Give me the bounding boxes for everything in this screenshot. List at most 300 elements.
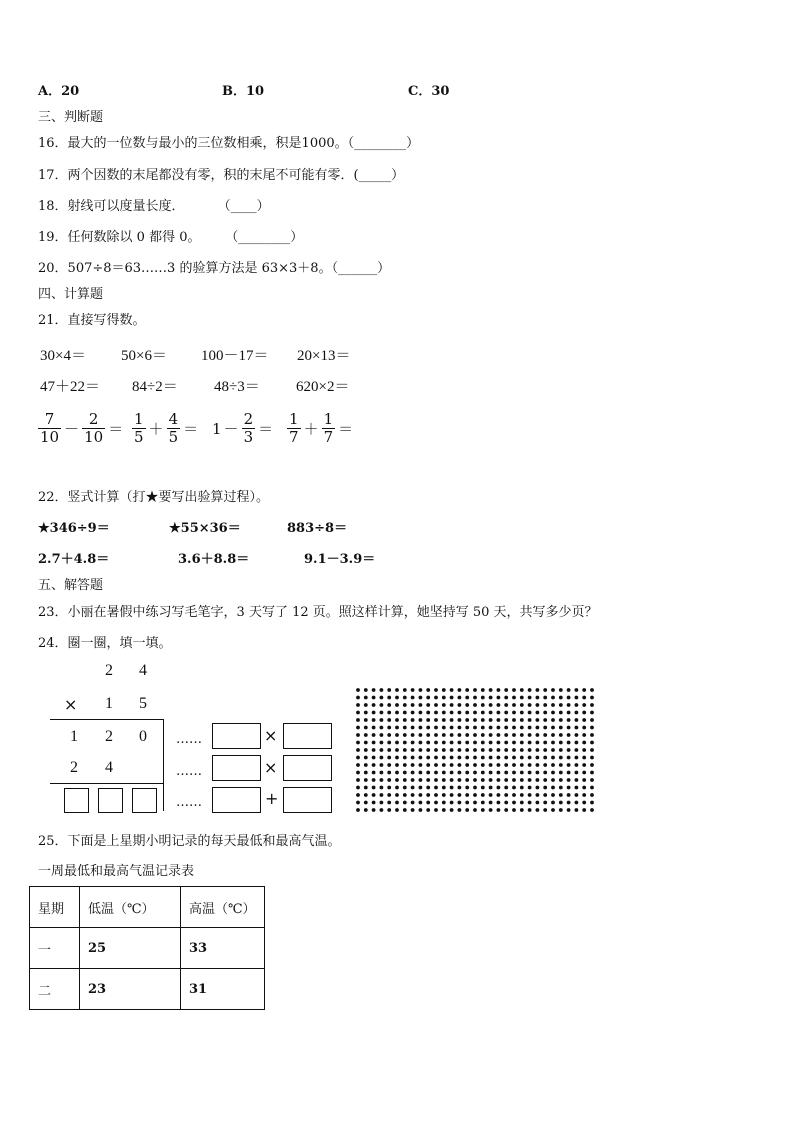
grid-dot bbox=[489, 808, 493, 812]
grid-dot bbox=[364, 696, 368, 700]
grid-dot bbox=[473, 688, 477, 692]
grid-dot bbox=[489, 756, 493, 760]
grid-dot bbox=[559, 771, 563, 775]
grid-dot bbox=[512, 748, 516, 752]
grid-dot bbox=[426, 726, 430, 730]
grid-dot bbox=[590, 808, 594, 812]
grid-dot bbox=[372, 786, 376, 790]
grid-dot bbox=[590, 756, 594, 760]
grid-dot bbox=[512, 763, 516, 767]
grid-dot bbox=[442, 763, 446, 767]
grid-dot bbox=[575, 808, 579, 812]
answer-box[interactable] bbox=[64, 788, 89, 813]
grid-dot bbox=[590, 801, 594, 805]
grid-dot bbox=[458, 688, 462, 692]
grid-dot bbox=[465, 748, 469, 752]
grid-dot bbox=[520, 786, 524, 790]
grid-dot bbox=[567, 808, 571, 812]
grid-dot bbox=[419, 718, 423, 722]
grid-dot bbox=[465, 771, 469, 775]
grid-dot bbox=[504, 756, 508, 760]
grid-dot bbox=[481, 756, 485, 760]
grid-dot bbox=[434, 711, 438, 715]
section-3-title: 三、判断题 bbox=[38, 110, 104, 125]
grid-dot bbox=[567, 748, 571, 752]
grid-dot bbox=[387, 808, 391, 812]
grid-dot bbox=[567, 778, 571, 782]
grid-dot bbox=[387, 763, 391, 767]
question-17: 17．两个因数的末尾都没有零，积的末尾不可能有零．(_____） bbox=[38, 168, 405, 183]
grid-dot bbox=[575, 711, 579, 715]
grid-dot bbox=[356, 703, 360, 707]
times-sign: × bbox=[64, 695, 78, 714]
grid-dot bbox=[450, 718, 454, 722]
grid-dot bbox=[481, 696, 485, 700]
grid-dot bbox=[559, 726, 563, 730]
grid-dot bbox=[458, 801, 462, 805]
grid-dot bbox=[504, 808, 508, 812]
grid-dot bbox=[481, 741, 485, 745]
grid-dot bbox=[551, 688, 555, 692]
grid-dot bbox=[434, 793, 438, 797]
grid-dot bbox=[543, 726, 547, 730]
grid-dot bbox=[442, 793, 446, 797]
grid-dot bbox=[442, 703, 446, 707]
grid-dot bbox=[403, 778, 407, 782]
grid-dot bbox=[419, 726, 423, 730]
grid-dot bbox=[497, 711, 501, 715]
grid-dot bbox=[473, 763, 477, 767]
fill-box[interactable] bbox=[283, 755, 332, 781]
grid-dot bbox=[465, 703, 469, 707]
grid-dot bbox=[512, 718, 516, 722]
grid-dot bbox=[575, 801, 579, 805]
grid-dot bbox=[528, 778, 532, 782]
grid-dot bbox=[372, 711, 376, 715]
grid-dot bbox=[395, 808, 399, 812]
partial1-digit: 0 bbox=[139, 728, 147, 745]
grid-dot bbox=[489, 786, 493, 790]
grid-dot bbox=[528, 793, 532, 797]
grid-dot bbox=[497, 718, 501, 722]
grid-dot bbox=[559, 688, 563, 692]
grid-dot bbox=[590, 763, 594, 767]
grid-dot bbox=[489, 718, 493, 722]
second-digit-tens: 1 bbox=[105, 695, 113, 712]
grid-dot bbox=[528, 771, 532, 775]
grid-dot bbox=[465, 726, 469, 730]
grid-dot bbox=[356, 756, 360, 760]
grid-dot bbox=[426, 741, 430, 745]
grid-dot bbox=[543, 688, 547, 692]
grid-dot bbox=[520, 733, 524, 737]
grid-dot bbox=[497, 726, 501, 730]
grid-dot bbox=[419, 786, 423, 790]
grid-dot bbox=[380, 718, 384, 722]
grid-dot bbox=[481, 808, 485, 812]
grid-dot bbox=[575, 763, 579, 767]
grid-dot bbox=[380, 778, 384, 782]
grid-dot bbox=[497, 786, 501, 790]
calc-21-5: 47＋22＝ bbox=[40, 379, 101, 395]
grid-dot bbox=[411, 696, 415, 700]
grid-dot bbox=[364, 703, 368, 707]
grid-dot bbox=[559, 696, 563, 700]
grid-dot bbox=[372, 703, 376, 707]
grid-dot bbox=[551, 801, 555, 805]
grid-dot bbox=[356, 786, 360, 790]
grid-dot bbox=[442, 808, 446, 812]
fill-box[interactable] bbox=[212, 787, 261, 813]
grid-dot bbox=[434, 718, 438, 722]
grid-dot bbox=[442, 741, 446, 745]
grid-dot bbox=[465, 763, 469, 767]
grid-dot bbox=[442, 696, 446, 700]
grid-dot bbox=[504, 726, 508, 730]
grid-dot bbox=[536, 763, 540, 767]
grid-dot bbox=[372, 718, 376, 722]
grid-dot bbox=[403, 771, 407, 775]
grid-dot bbox=[582, 778, 586, 782]
grid-dot bbox=[387, 778, 391, 782]
grid-dot bbox=[575, 771, 579, 775]
grid-dot bbox=[575, 778, 579, 782]
grid-dot bbox=[380, 711, 384, 715]
grid-dot bbox=[411, 756, 415, 760]
grid-dot bbox=[372, 778, 376, 782]
calc-21-3: 100－17＝ bbox=[201, 348, 269, 364]
grid-dot bbox=[543, 748, 547, 752]
grid-dot bbox=[575, 748, 579, 752]
grid-dot bbox=[512, 778, 516, 782]
grid-dot bbox=[559, 786, 563, 790]
fill-box[interactable] bbox=[283, 787, 332, 813]
divider-line bbox=[50, 719, 163, 720]
grid-dot bbox=[364, 733, 368, 737]
calc-22-1: ★346÷9＝ bbox=[38, 521, 110, 536]
grid-dot bbox=[364, 748, 368, 752]
grid-dot bbox=[543, 793, 547, 797]
grid-dot bbox=[528, 711, 532, 715]
calc-22-4: 2.7＋4.8＝ bbox=[38, 552, 110, 567]
dot-grid-dots bbox=[356, 688, 594, 812]
grid-dot bbox=[582, 741, 586, 745]
calc-21-2: 50×6＝ bbox=[121, 348, 167, 364]
answer-box[interactable] bbox=[132, 788, 157, 813]
grid-dot bbox=[465, 718, 469, 722]
grid-dot bbox=[528, 726, 532, 730]
answer-box[interactable] bbox=[98, 788, 123, 813]
grid-dot bbox=[582, 793, 586, 797]
grid-dot bbox=[567, 696, 571, 700]
grid-dot bbox=[567, 726, 571, 730]
grid-dot bbox=[520, 696, 524, 700]
calc-21-4: 20×13＝ bbox=[297, 348, 351, 364]
question-16: 16．最大的一位数与最小的三位数相乘，积是1000。（________） bbox=[38, 136, 420, 151]
grid-dot bbox=[419, 763, 423, 767]
grid-dot bbox=[458, 711, 462, 715]
grid-dot bbox=[504, 741, 508, 745]
grid-dot bbox=[512, 703, 516, 707]
grid-dot bbox=[380, 808, 384, 812]
grid-dot bbox=[528, 808, 532, 812]
grid-dot bbox=[512, 793, 516, 797]
grid-dot bbox=[442, 748, 446, 752]
grid-dot bbox=[372, 696, 376, 700]
grid-dot bbox=[489, 703, 493, 707]
grid-dot bbox=[489, 726, 493, 730]
grid-dot bbox=[403, 696, 407, 700]
grid-dot bbox=[364, 801, 368, 805]
grid-dot bbox=[559, 703, 563, 707]
grid-dot bbox=[582, 748, 586, 752]
calc-21-8: 620×2＝ bbox=[296, 379, 350, 395]
grid-dot bbox=[528, 703, 532, 707]
second-digit-ones: 5 bbox=[139, 695, 147, 712]
grid-dot bbox=[528, 688, 532, 692]
grid-dot bbox=[489, 801, 493, 805]
grid-dot bbox=[419, 771, 423, 775]
grid-dot bbox=[403, 756, 407, 760]
grid-dot bbox=[497, 778, 501, 782]
grid-dot bbox=[434, 748, 438, 752]
grid-dot bbox=[512, 786, 516, 790]
grid-dot bbox=[528, 696, 532, 700]
grid-dot bbox=[364, 763, 368, 767]
grid-dot bbox=[551, 726, 555, 730]
grid-dot bbox=[489, 793, 493, 797]
grid-dot bbox=[372, 756, 376, 760]
grid-dot bbox=[450, 756, 454, 760]
fraction: $\frac{7}{10}$ bbox=[40, 410, 60, 446]
grid-dot bbox=[356, 763, 360, 767]
grid-dot bbox=[380, 726, 384, 730]
grid-dot bbox=[411, 726, 415, 730]
calc-22-3: 883÷8＝ bbox=[287, 521, 348, 536]
grid-dot bbox=[481, 778, 485, 782]
grid-dot bbox=[411, 748, 415, 752]
grid-dot bbox=[481, 726, 485, 730]
grid-dot bbox=[450, 711, 454, 715]
grid-dot bbox=[582, 703, 586, 707]
grid-dot bbox=[458, 778, 462, 782]
grid-dot bbox=[567, 756, 571, 760]
grid-dot bbox=[364, 718, 368, 722]
grid-dot bbox=[590, 688, 594, 692]
grid-dot bbox=[426, 771, 430, 775]
grid-dot bbox=[426, 808, 430, 812]
grid-dot bbox=[520, 726, 524, 730]
grid-dot bbox=[582, 763, 586, 767]
grid-dot bbox=[481, 763, 485, 767]
grid-dot bbox=[567, 733, 571, 737]
fill-box[interactable] bbox=[283, 723, 332, 749]
grid-dot bbox=[497, 688, 501, 692]
grid-dot bbox=[543, 718, 547, 722]
grid-dot bbox=[536, 696, 540, 700]
grid-dot bbox=[450, 793, 454, 797]
grid-dot bbox=[536, 808, 540, 812]
grid-dot bbox=[426, 793, 430, 797]
grid-dot bbox=[434, 703, 438, 707]
table-header-cell: 高温（℃） bbox=[181, 887, 265, 928]
grid-dot bbox=[520, 808, 524, 812]
grid-dot bbox=[364, 793, 368, 797]
grid-dot bbox=[520, 801, 524, 805]
grid-dot bbox=[426, 801, 430, 805]
grid-dot bbox=[551, 733, 555, 737]
grid-dot bbox=[512, 726, 516, 730]
grid-dot bbox=[536, 801, 540, 805]
question-22-label: 22．竖式计算（打★要写出验算过程）。 bbox=[38, 490, 270, 505]
grid-dot bbox=[582, 711, 586, 715]
grid-dot bbox=[403, 786, 407, 790]
top-digit-tens: 2 bbox=[105, 662, 113, 679]
grid-dot bbox=[536, 688, 540, 692]
grid-dot bbox=[575, 688, 579, 692]
grid-dot bbox=[458, 718, 462, 722]
table-header-row bbox=[30, 887, 265, 928]
grid-dot bbox=[504, 696, 508, 700]
grid-dot bbox=[380, 793, 384, 797]
grid-dot bbox=[426, 688, 430, 692]
grid-dot bbox=[458, 696, 462, 700]
grid-dot bbox=[434, 688, 438, 692]
grid-dot bbox=[590, 726, 594, 730]
grid-dot bbox=[582, 688, 586, 692]
grid-dot bbox=[356, 696, 360, 700]
grid-dot bbox=[419, 741, 423, 745]
calc-22-5: 3.6＋8.8＝ bbox=[178, 552, 250, 567]
question-20: 20．507÷8＝63……3 的验算方法是 63×3＋8。（______） bbox=[38, 261, 391, 276]
grid-dot bbox=[434, 801, 438, 805]
grid-dot bbox=[380, 688, 384, 692]
fill-box[interactable] bbox=[212, 723, 261, 749]
grid-dot bbox=[403, 711, 407, 715]
grid-dot bbox=[450, 741, 454, 745]
grid-dot bbox=[559, 801, 563, 805]
table-cell: 23 bbox=[80, 969, 181, 1010]
grid-dot bbox=[551, 718, 555, 722]
grid-dot bbox=[582, 756, 586, 760]
grid-dot bbox=[504, 801, 508, 805]
grid-dot bbox=[551, 771, 555, 775]
grid-dot bbox=[380, 756, 384, 760]
grid-dot bbox=[465, 741, 469, 745]
grid-dot bbox=[419, 748, 423, 752]
grid-dot bbox=[575, 718, 579, 722]
grid-dot bbox=[434, 786, 438, 790]
grid-dot bbox=[489, 688, 493, 692]
grid-dot bbox=[575, 786, 579, 790]
times-sign: × bbox=[264, 758, 278, 777]
grid-dot bbox=[395, 756, 399, 760]
grid-dot bbox=[403, 763, 407, 767]
grid-dot bbox=[590, 711, 594, 715]
grid-dot bbox=[497, 733, 501, 737]
grid-dot bbox=[372, 793, 376, 797]
grid-dot bbox=[395, 801, 399, 805]
table-cell: 33 bbox=[181, 928, 265, 969]
temperature-table bbox=[29, 886, 265, 1010]
grid-dot bbox=[582, 696, 586, 700]
grid-dot bbox=[582, 771, 586, 775]
grid-dot bbox=[387, 696, 391, 700]
grid-dot bbox=[481, 718, 485, 722]
grid-dot bbox=[473, 741, 477, 745]
grid-dot bbox=[395, 786, 399, 790]
fraction: $\frac{2}{3}$ bbox=[243, 410, 254, 446]
fraction-expr-1: $\frac{7}{10}$ － $\frac{2}{10}$ ＝ bbox=[40, 410, 124, 446]
dot-grid[interactable] bbox=[353, 685, 599, 815]
grid-dot bbox=[450, 786, 454, 790]
grid-dot bbox=[387, 733, 391, 737]
grid-dot bbox=[520, 711, 524, 715]
grid-dot bbox=[356, 726, 360, 730]
grid-dot bbox=[520, 763, 524, 767]
grid-dot bbox=[504, 703, 508, 707]
grid-dot bbox=[458, 763, 462, 767]
dots: …… bbox=[176, 795, 202, 810]
grid-dot bbox=[387, 741, 391, 745]
grid-dot bbox=[543, 696, 547, 700]
grid-dot bbox=[497, 763, 501, 767]
grid-dot bbox=[559, 778, 563, 782]
grid-dot bbox=[458, 733, 462, 737]
grid-dot bbox=[419, 711, 423, 715]
grid-dot bbox=[528, 718, 532, 722]
grid-dot bbox=[473, 801, 477, 805]
grid-dot bbox=[536, 748, 540, 752]
grid-dot bbox=[419, 801, 423, 805]
calc-21-6: 84÷2＝ bbox=[132, 379, 178, 395]
grid-dot bbox=[395, 741, 399, 745]
grid-dot bbox=[559, 756, 563, 760]
grid-dot bbox=[473, 778, 477, 782]
grid-dot bbox=[489, 778, 493, 782]
grid-dot bbox=[450, 688, 454, 692]
grid-dot bbox=[458, 793, 462, 797]
grid-dot bbox=[528, 756, 532, 760]
grid-dot bbox=[590, 703, 594, 707]
grid-dot bbox=[489, 733, 493, 737]
grid-dot bbox=[489, 771, 493, 775]
grid-dot bbox=[458, 748, 462, 752]
grid-dot bbox=[590, 778, 594, 782]
grid-dot bbox=[458, 741, 462, 745]
table-row bbox=[30, 969, 265, 1010]
grid-dot bbox=[356, 808, 360, 812]
fraction: $\frac{1}{7}$ bbox=[323, 410, 334, 446]
grid-dot bbox=[543, 756, 547, 760]
grid-dot bbox=[473, 748, 477, 752]
grid-dot bbox=[450, 696, 454, 700]
grid-dot bbox=[489, 748, 493, 752]
grid-dot bbox=[426, 711, 430, 715]
grid-dot bbox=[380, 771, 384, 775]
grid-dot bbox=[442, 756, 446, 760]
fraction: $\frac{2}{10}$ bbox=[84, 410, 104, 446]
grid-dot bbox=[590, 793, 594, 797]
grid-dot bbox=[450, 748, 454, 752]
grid-dot bbox=[426, 696, 430, 700]
grid-dot bbox=[356, 748, 360, 752]
fill-box[interactable] bbox=[212, 755, 261, 781]
grid-dot bbox=[559, 711, 563, 715]
divider-line bbox=[50, 783, 163, 784]
grid-dot bbox=[536, 718, 540, 722]
grid-dot bbox=[551, 786, 555, 790]
